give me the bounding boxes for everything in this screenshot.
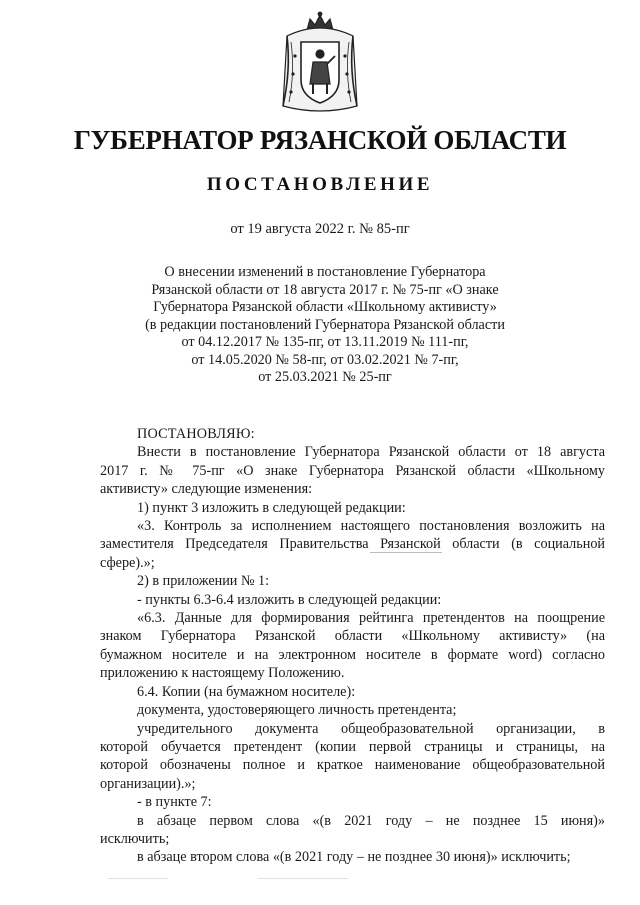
coat-of-arms-icon [277, 10, 363, 118]
body-line: «6.3. Данные для формирования рейтинга претендентов на поощрение [137, 610, 605, 627]
body-line: - пункты 6.3-6.4 изложить в следующей редакции: [137, 591, 442, 608]
governor-title: ГУБЕРНАТОР РЯЗАНСКОЙ ОБЛАСТИ [73, 125, 567, 155]
body-line: исключить; [100, 830, 170, 847]
document-date-number: от 19 августа 2022 г. № 85-пг [230, 221, 410, 237]
subject-line: от 14.05.2020 № 58-пг, от 03.02.2021 № 7-пг, [191, 351, 459, 368]
body-line: 6.4. Копии (на бумажном носителе): [137, 683, 356, 700]
scan-artifact-line [370, 552, 442, 553]
body-line: «3. Контроль за исполнением настоящего постановления возложить на [137, 518, 605, 535]
body-line: учредительного документа общеобразовательной организации, в [137, 720, 605, 737]
body-line: которой обозначены полное и краткое наименование общеобразовательной [100, 757, 605, 774]
body-line: сфере).»; [100, 554, 155, 571]
body-line: 1) пункт 3 изложить в следующей редакции: [137, 499, 406, 516]
body-line: организации).»; [100, 775, 196, 792]
subject-line: от 04.12.2017 № 135-пг, от 13.11.2019 № 111-пг, [181, 334, 469, 350]
body-line: документа, удостоверяющего личность претендента; [137, 702, 457, 719]
scan-artifact-line [258, 878, 348, 879]
subject-line: (в редакции постановлений Губернатора Рязанской области [145, 316, 505, 333]
document-body [100, 425, 605, 867]
document-type: ПОСТАНОВЛЕНИЕ [206, 174, 434, 195]
body-line: Внести в постановление Губернатора Рязанской области от 18 августа [137, 444, 605, 461]
body-line: которой обучается претендент (копии первой страницы и страницы, на [100, 738, 605, 755]
scan-artifact-line [108, 878, 168, 879]
subject-line: от 25.03.2021 № 25-пг [258, 369, 392, 385]
body-line: в абзаце втором слова «(в 2021 году – не позднее 30 июня)» исключить; [137, 849, 571, 866]
body-line: приложению к настоящему Положению. [100, 665, 345, 682]
body-line: 2017 г. № 75-пг «О знаке Губернатора Рязанской области «Школьному [100, 462, 605, 479]
decree-word: ПОСТАНОВЛЯЮ: [137, 426, 255, 442]
body-line: бумажном носителе и на электронном носителе в формате word) согласно [100, 646, 605, 663]
subject-line: О внесении изменений в постановление Губернатора [164, 264, 486, 280]
body-line: заместителя Председателя Правительства Рязанской области (в социальной [100, 536, 605, 553]
body-line: - в пункте 7: [137, 794, 212, 811]
body-line: активисту» следующие изменения: [100, 481, 313, 498]
body-line: в абзаце первом слова «(в 2021 году – не позднее 15 июня)» [137, 812, 605, 829]
body-line: 2) в приложении № 1: [137, 573, 270, 590]
body-line: знаком Губернатора Рязанской области «Школьному активисту» (на [100, 628, 605, 645]
subject-line: Губернатора Рязанской области «Школьному активисту» [153, 299, 497, 315]
document-subject [120, 264, 530, 387]
subject-line: Рязанской области от 18 августа 2017 г. № 75-пг «О знаке [151, 281, 499, 298]
